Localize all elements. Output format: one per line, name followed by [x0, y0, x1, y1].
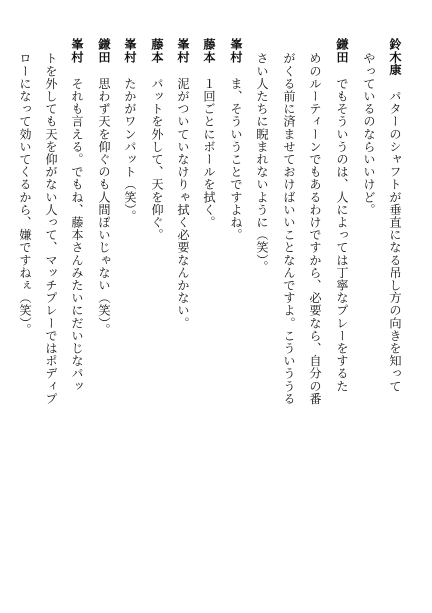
dialogue-line [146, 38, 168, 458]
dialogue-text: 思わず天を仰ぐのも人間ぽいじゃない（笑）。 [97, 77, 111, 336]
dialogue-line [198, 38, 220, 458]
speaker-name: 峯村 [123, 38, 137, 64]
dialogue-line [93, 38, 115, 458]
speaker-name: 峯村 [229, 38, 243, 64]
dialogue-text: １回ごとにボールを拭く。 [202, 77, 216, 229]
dialogue-text: さい人たちに睨まれないように（笑）。 [255, 52, 269, 273]
dialogue-text: ま、そういうことですよね。 [229, 77, 243, 242]
dialogue-text: パットを外して、天を仰ぐ。 [150, 77, 164, 242]
speaker-name: 藤本 [202, 38, 216, 64]
dialogue-text: がくる前に済ませておけばいいことなんですよ。こういううる [282, 52, 296, 405]
dialogue-line [304, 38, 326, 458]
speaker-name: 藤本 [150, 38, 164, 64]
dialogue-line [358, 38, 380, 458]
speaker-name: 峯村 [70, 38, 84, 64]
dialogue-text: パターのシャフトが垂直になる吊し方の向きを知って [388, 89, 402, 393]
dialogue-line [331, 38, 353, 458]
dialogue-text: トを外しても天を仰がない人って、マッチプレーではポディプ [44, 52, 58, 405]
speaker-name: 峯村 [176, 38, 190, 64]
dialogue-line [40, 38, 62, 458]
dialogue-text: やっているのならいいけど。 [362, 52, 376, 216]
dialogue-line [225, 38, 247, 458]
dialogue-line [14, 38, 36, 458]
dialogue-text: でもそういうのは、人によっては丁寧なプレーをするた [335, 77, 349, 393]
dialogue-line [119, 38, 141, 458]
dialogue-text: たかがワンパット（笑）。 [123, 77, 137, 223]
dialogue-text: めのルーティーンでもあるわけですから、必要なら、自分の番 [308, 52, 322, 405]
speaker-name: 鎌田 [335, 38, 349, 64]
dialogue-line [66, 38, 88, 458]
dialogue-line [172, 38, 194, 458]
dialogue-line [384, 38, 406, 458]
dialogue-text: 泥がついていなけりゃ拭く必要なんかない。 [176, 77, 190, 330]
dialogue-line [278, 38, 300, 458]
dialogue-line [251, 38, 273, 458]
speaker-name: 鈴木康 [388, 38, 402, 76]
dialogue-text: ローになって効いてくるから、嫌ですねぇ（笑）。 [18, 52, 32, 336]
dialogue-text: それも言える。でもね、藤本さんみたいにだいじなパッ [70, 77, 84, 393]
speaker-name: 鎌田 [97, 38, 111, 64]
